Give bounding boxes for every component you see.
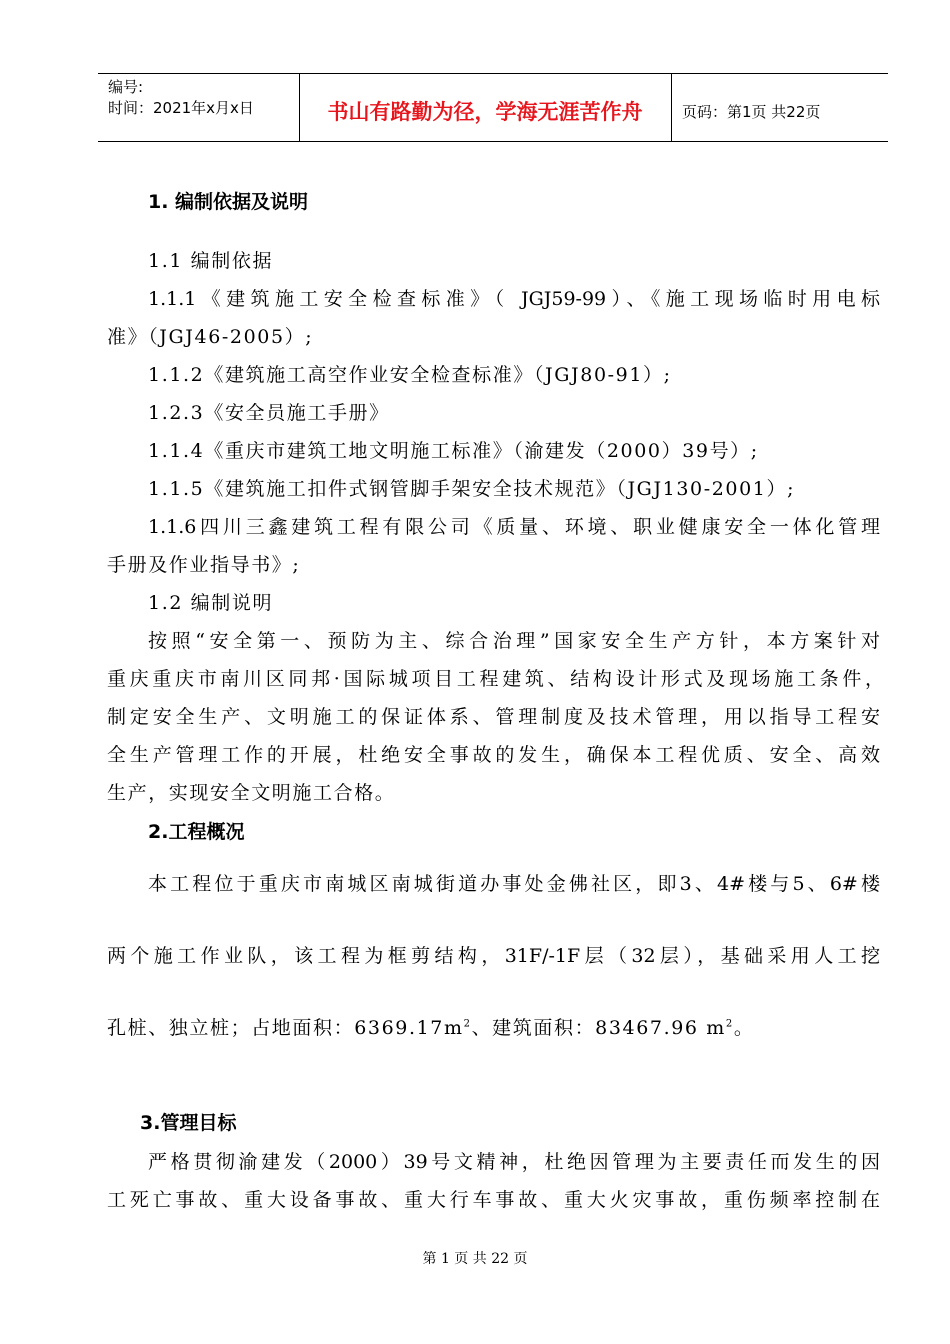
superscript-2: 2 — [463, 1018, 472, 1030]
header-bottom-rule — [98, 141, 888, 142]
section-2-title: 2.工程概况 — [148, 821, 245, 843]
description-line-5: 生产，实现安全文明施工合格。 — [107, 782, 396, 804]
header-number-label: 编号: — [108, 78, 144, 96]
header-divider-right — [671, 73, 672, 141]
header-time-label: 时间：2021年x月x日 — [108, 99, 254, 117]
header-top-rule — [98, 73, 888, 74]
basis-item-1-1-1-cont: 准》（JGJ46-2005）; — [107, 326, 314, 348]
section-1-2-heading: 1.2 编制说明 — [148, 592, 274, 614]
page-footer: 第 1 页 共 22 页 — [422, 1251, 528, 1267]
overview-area-land: 孔桩、独立桩；占地面积：6369.17m — [107, 1017, 464, 1039]
header-page-label: 页码：第1页 共22页 — [682, 103, 821, 121]
header-motto: 书山有路勤为径，学海无涯苦作舟 — [327, 100, 643, 124]
goal-line-1: 严格贯彻渝建发（2000）39号文精神，杜绝因管理为主要责任而发生的因 — [148, 1151, 880, 1173]
basis-item-1-1-6: 1.1.6四川三鑫建筑工程有限公司《质量、环境、职业健康安全一体化管理 — [148, 516, 880, 538]
goal-line-2: 工死亡事故、重大设备事故、重大行车事故、重大火灾事故，重伤频率控制在 — [107, 1189, 880, 1211]
description-line-1: 按照“安全第一、预防为主、综合治理”国家安全生产方针，本方案针对 — [148, 630, 880, 652]
overview-line-3 — [107, 1016, 754, 1040]
superscript-2-b: 2 — [725, 1018, 734, 1030]
overview-area-building: 、建筑面积：83467.96 m — [471, 1017, 726, 1039]
section-1-title: 1. 编制依据及说明 — [148, 191, 309, 213]
basis-item-1-1-1: 1.1.1《建筑施工安全检查标准》（ JGJ59-99）、《施工现场临时用电标 — [148, 288, 880, 310]
section-3-title: 3.管理目标 — [140, 1112, 237, 1134]
description-line-2: 重庆重庆市南川区同邦·国际城项目工程建筑、结构设计形式及现场施工条件， — [107, 668, 884, 690]
overview-line-2: 两个施工作业队，该工程为框剪结构，31F/-1F层（32层），基础采用人工挖 — [107, 945, 880, 967]
basis-item-1-1-6-cont: 手册及作业指导书》; — [107, 554, 301, 576]
description-line-3: 制定安全生产、文明施工的保证体系、管理制度及技术管理，用以指导工程安 — [107, 706, 880, 728]
description-line-4: 全生产管理工作的开展，杜绝安全事故的发生，确保本工程优质、安全、高效 — [107, 744, 880, 766]
overview-period: 。 — [733, 1017, 755, 1039]
basis-item-1-1-2: 1.1.2《建筑施工高空作业安全检查标准》（JGJ80-91）; — [148, 364, 672, 386]
basis-item-1-1-5: 1.1.5《建筑施工扣件式钢管脚手架安全技术规范》（JGJ130-2001）; — [148, 478, 796, 500]
section-1-1-heading: 1.1 编制依据 — [148, 250, 274, 272]
basis-item-1-1-4: 1.1.4《重庆市建筑工地文明施工标准》（渝建发（2000）39号）; — [148, 440, 759, 462]
overview-line-1: 本工程位于重庆市南城区南城街道办事处金佛社区，即3、4#楼与5、6#楼 — [148, 873, 880, 895]
basis-item-1-2-3: 1.2.3《安全员施工手册》 — [148, 402, 390, 424]
